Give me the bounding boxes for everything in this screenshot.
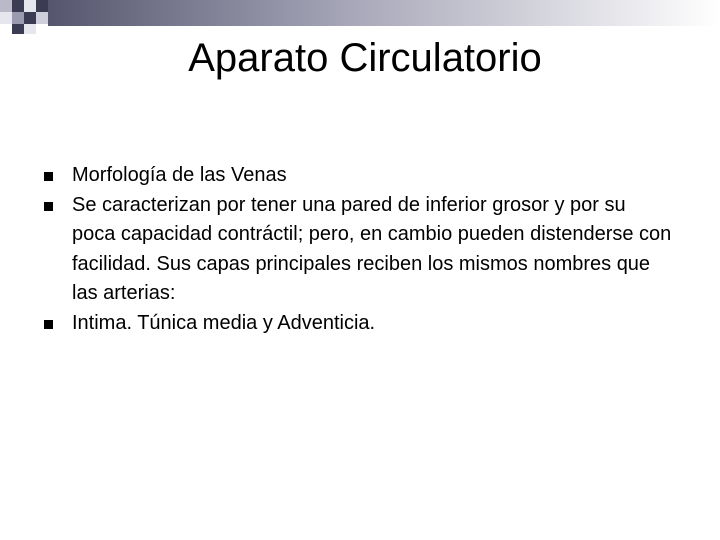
bullet-text: Morfología de las Venas <box>72 164 287 186</box>
bullet-item <box>72 161 672 191</box>
bullet-list <box>72 161 672 338</box>
slide-title: Aparato Circulatorio <box>188 36 542 80</box>
bullet-text: Se caracterizan por tener una pared de inferior grosor y por su poca capacidad contráctil; pero, en cambio pueden distenderse con facilidad. Sus capas principales reciben los mismos nombres que las arterias: <box>72 193 672 304</box>
bullet-item <box>72 309 672 339</box>
decorative-header-band <box>0 0 720 34</box>
square-bullet-icon <box>44 172 53 181</box>
square-bullet-icon <box>44 320 53 329</box>
header-band-graphic <box>0 0 720 34</box>
square-bullet-icon <box>44 202 53 211</box>
bullet-text: Intima. Túnica media y Adventicia. <box>72 311 376 334</box>
bullet-item <box>72 191 672 309</box>
